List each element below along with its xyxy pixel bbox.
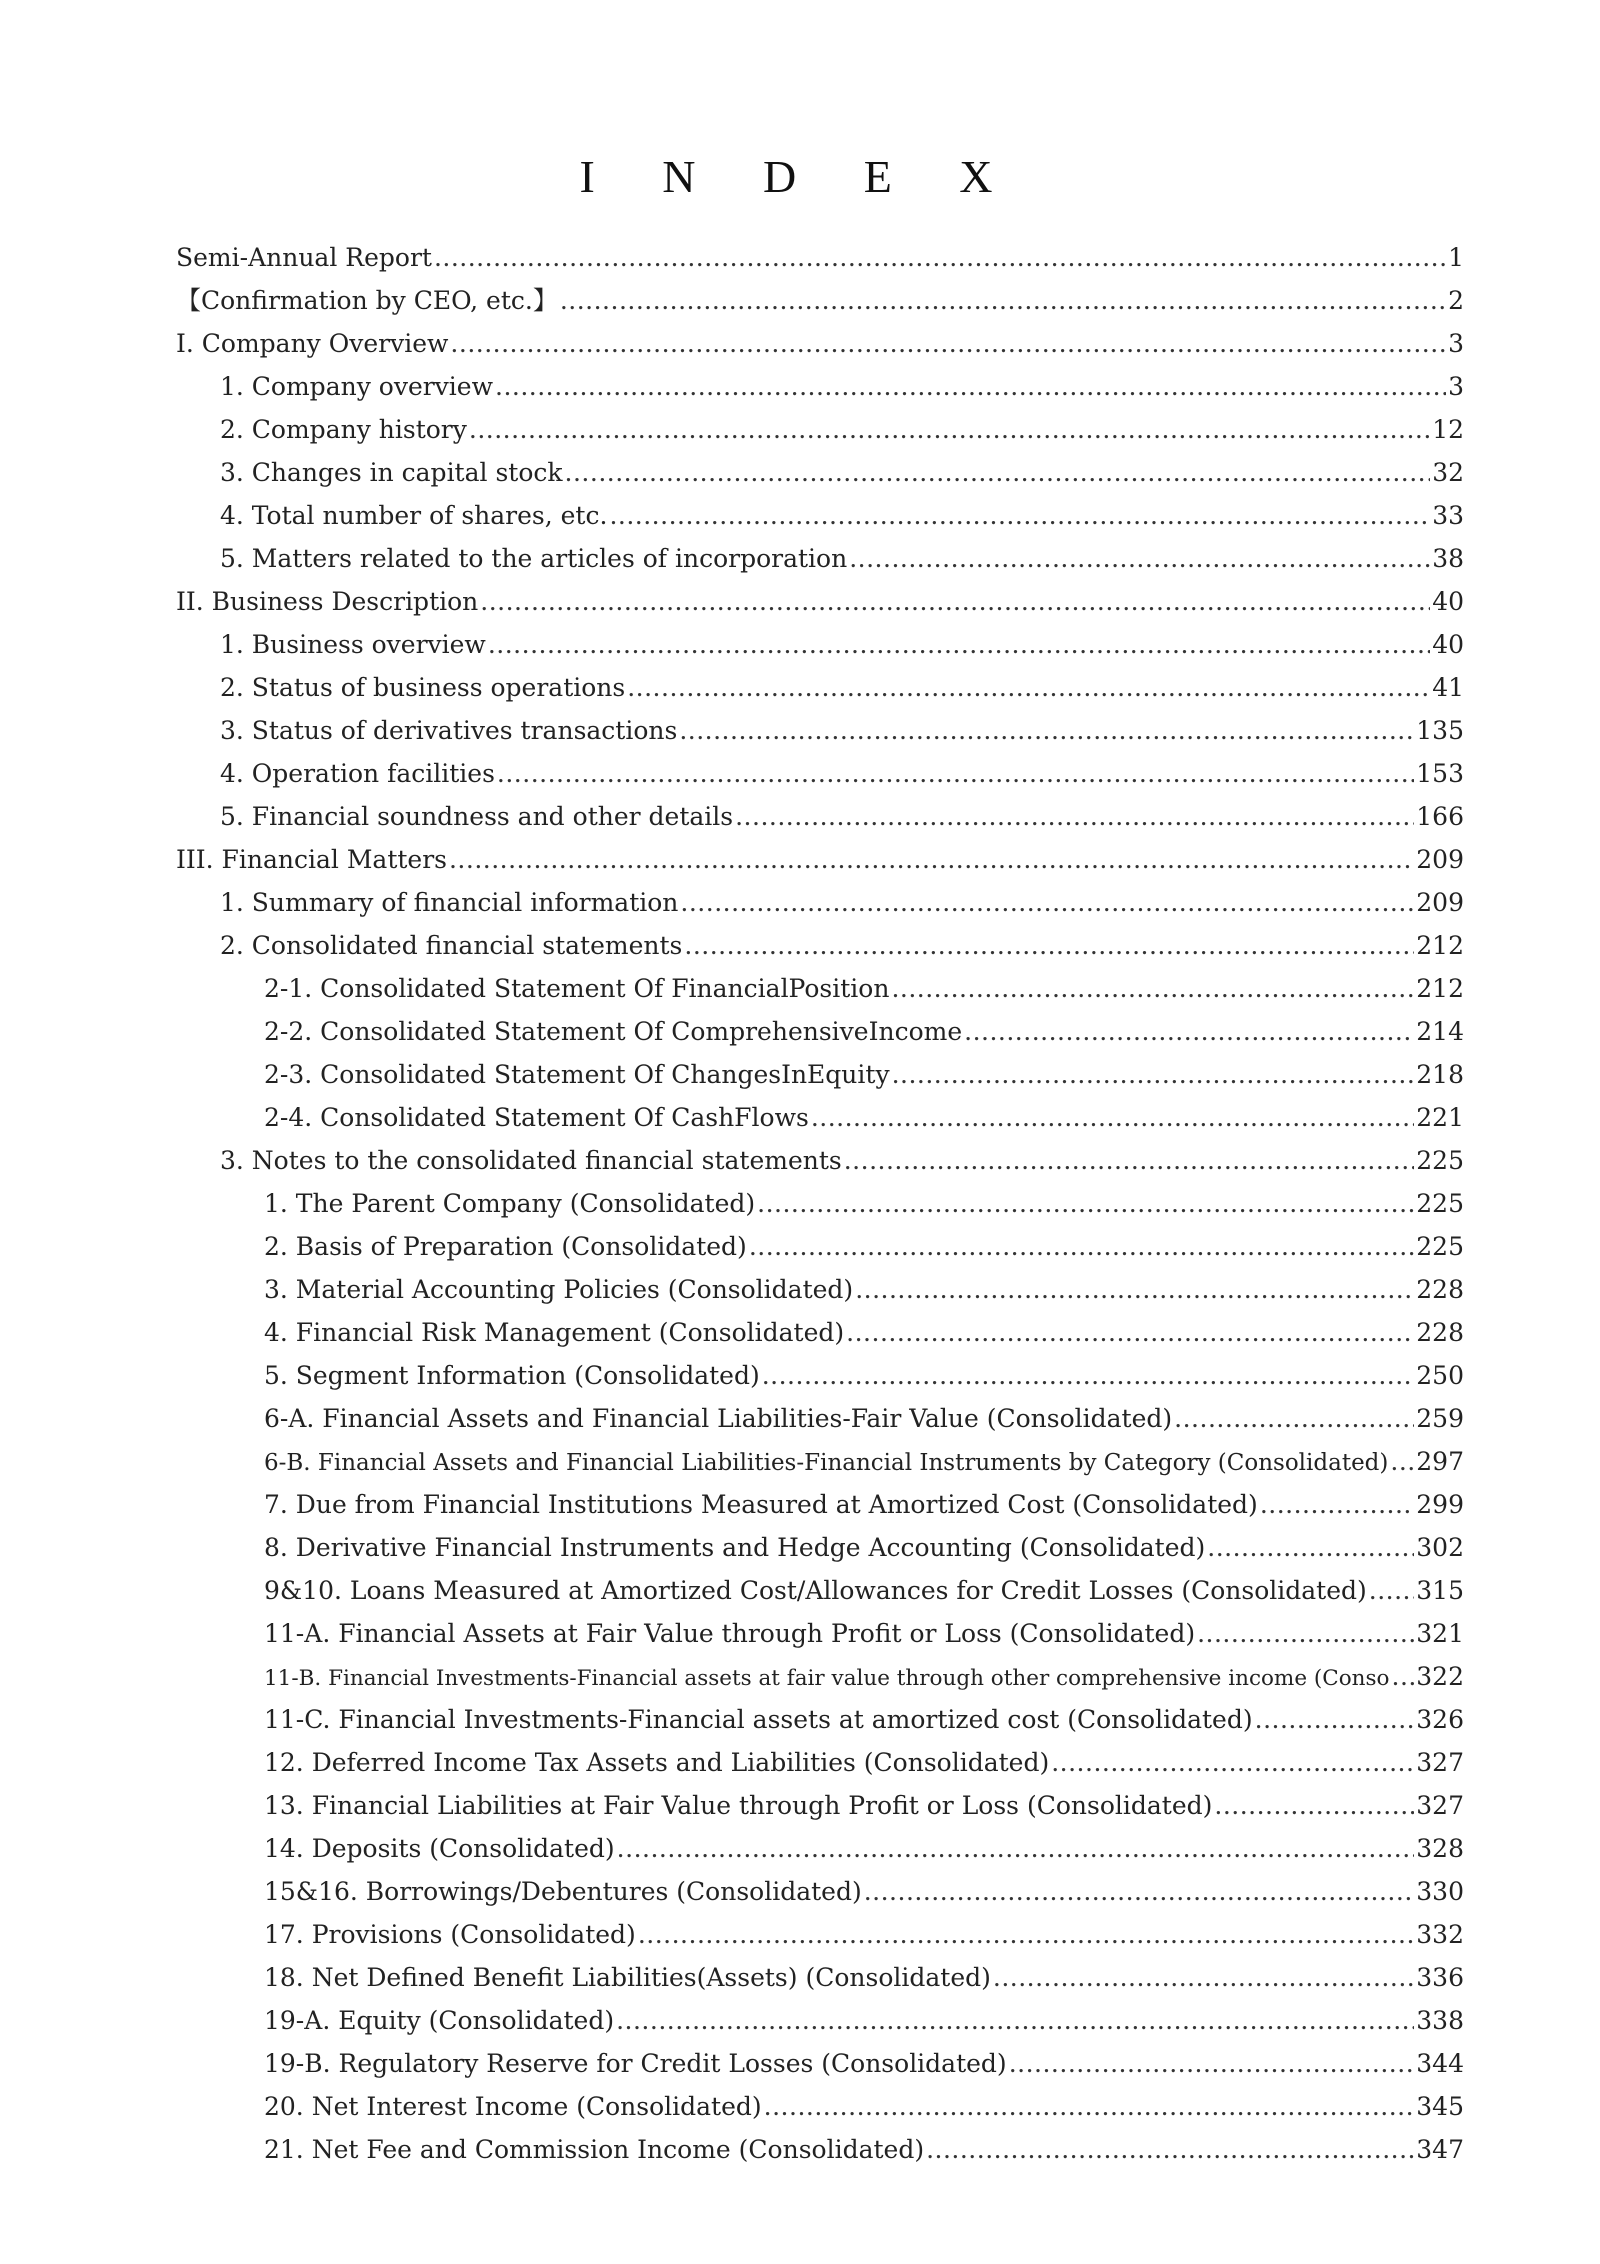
toc-entry-label: 3. Notes to the consolidated financial statements xyxy=(220,1146,842,1175)
toc-entry[interactable] xyxy=(176,537,1464,580)
toc-leader-dots xyxy=(762,1354,1415,1397)
toc-leader-dots xyxy=(616,1999,1414,2042)
toc-leader-dots xyxy=(993,1956,1414,1999)
toc-entry[interactable] xyxy=(176,795,1464,838)
toc-leader-dots xyxy=(609,494,1430,537)
toc-entry-page: 338 xyxy=(1416,2006,1464,2035)
toc-entry[interactable] xyxy=(176,1225,1464,1268)
toc-entry-label: 1. Business overview xyxy=(220,630,486,659)
toc-leader-dots xyxy=(679,709,1414,752)
toc-entry[interactable] xyxy=(176,1569,1464,1612)
toc-entry-page: 40 xyxy=(1432,630,1464,659)
toc-entry-page: 345 xyxy=(1416,2092,1464,2121)
toc-leader-dots xyxy=(449,838,1414,881)
toc-entry-page: 212 xyxy=(1416,931,1464,960)
toc-entry[interactable] xyxy=(176,1913,1464,1956)
toc-entry-page: 297 xyxy=(1416,1447,1464,1476)
toc-entry-label: 5. Segment Information (Consolidated) xyxy=(264,1361,760,1390)
toc-entry-page: 214 xyxy=(1416,1017,1464,1046)
toc-entry-label: 13. Financial Liabilities at Fair Value through Profit or Loss (Consolidated) xyxy=(264,1791,1213,1820)
toc-entry-label: 2-4. Consolidated Statement Of CashFlows xyxy=(264,1103,809,1132)
toc-entry-page: 228 xyxy=(1416,1318,1464,1347)
toc-entry-page: 212 xyxy=(1416,974,1464,1003)
toc-leader-dots xyxy=(1207,1526,1414,1569)
toc-entry-label: 8. Derivative Financial Instruments and Hedge Accounting (Consolidated) xyxy=(264,1533,1206,1562)
toc-entry[interactable] xyxy=(176,1182,1464,1225)
toc-entry-page: 299 xyxy=(1416,1490,1464,1519)
toc-entry[interactable] xyxy=(176,1311,1464,1354)
toc-entry[interactable] xyxy=(176,408,1464,451)
toc-entry[interactable] xyxy=(176,924,1464,967)
toc-entry-page: 322 xyxy=(1416,1662,1464,1691)
toc-entry-label: 6-A. Financial Assets and Financial Liabilities-Fair Value (Consolidated) xyxy=(264,1404,1173,1433)
toc-entry-page: 344 xyxy=(1416,2049,1464,2078)
toc-entry-page: 228 xyxy=(1416,1275,1464,1304)
toc-entry-page: 302 xyxy=(1416,1533,1464,1562)
toc-entry-label: 21. Net Fee and Commission Income (Consolidated) xyxy=(264,2135,925,2164)
toc-entry-label: 18. Net Defined Benefit Liabilities(Assets) (Consolidated) xyxy=(264,1963,991,1992)
toc-entry-label: 11-C. Financial Investments-Financial assets at amortized cost (Consolidated) xyxy=(264,1705,1253,1734)
toc-entry-label: III. Financial Matters xyxy=(176,845,447,874)
toc-entry-page: 218 xyxy=(1416,1060,1464,1089)
toc-entry[interactable] xyxy=(176,1397,1464,1440)
toc-entry[interactable] xyxy=(176,451,1464,494)
toc-entry-page: 250 xyxy=(1416,1361,1464,1390)
toc-entry[interactable] xyxy=(176,1870,1464,1913)
toc-entry[interactable] xyxy=(176,1784,1464,1827)
toc-entry-label: 1. Company overview xyxy=(220,372,493,401)
toc-entry-page: 3 xyxy=(1448,372,1464,401)
toc-leader-dots xyxy=(450,322,1446,365)
toc-leader-dots xyxy=(811,1096,1414,1139)
toc-entry[interactable] xyxy=(176,1010,1464,1053)
toc-leader-dots xyxy=(684,924,1414,967)
toc-entry-page: 326 xyxy=(1416,1705,1464,1734)
toc-entry[interactable] xyxy=(176,838,1464,881)
toc-entry-label: 15&16. Borrowings/Debentures (Consolidated) xyxy=(264,1877,862,1906)
table-of-contents xyxy=(176,236,1464,2171)
toc-entry-label: 19-A. Equity (Consolidated) xyxy=(264,2006,615,2035)
toc-entry[interactable] xyxy=(176,580,1464,623)
toc-entry-label: 2. Consolidated financial statements xyxy=(220,931,683,960)
toc-leader-dots xyxy=(488,623,1430,666)
toc-entry-page: 225 xyxy=(1416,1189,1464,1218)
toc-entry[interactable] xyxy=(176,494,1464,537)
toc-entry-label: 2. Company history xyxy=(220,415,467,444)
toc-entry-label: 2. Basis of Preparation (Consolidated) xyxy=(264,1232,747,1261)
toc-entry-label: 2-2. Consolidated Statement Of ComprehensiveIncome xyxy=(264,1017,963,1046)
toc-entry-label: 11-B. Financial Investments-Financial assets at fair value through other comprehensive income (Conso xyxy=(264,1666,1390,1691)
toc-leader-dots xyxy=(1214,1784,1414,1827)
toc-entry-page: 166 xyxy=(1416,802,1464,831)
toc-entry[interactable] xyxy=(176,365,1464,408)
toc-entry[interactable] xyxy=(176,2085,1464,2128)
toc-entry-label: 12. Deferred Income Tax Assets and Liabilities (Consolidated) xyxy=(264,1748,1050,1777)
toc-leader-dots xyxy=(757,1182,1414,1225)
toc-entry-label: 2-3. Consolidated Statement Of ChangesInEquity xyxy=(264,1060,890,1089)
toc-entry-page: 3 xyxy=(1448,329,1464,358)
toc-entry-page: 221 xyxy=(1416,1103,1464,1132)
toc-entry-label: 4. Financial Risk Management (Consolidated) xyxy=(264,1318,845,1347)
toc-entry-page: 336 xyxy=(1416,1963,1464,1992)
toc-leader-dots xyxy=(1174,1397,1414,1440)
toc-entry-label: II. Business Description xyxy=(176,587,479,616)
toc-entry-page: 1 xyxy=(1448,243,1464,272)
toc-entry[interactable] xyxy=(176,666,1464,709)
toc-entry[interactable] xyxy=(176,1999,1464,2042)
toc-entry-label: I. Company Overview xyxy=(176,329,449,358)
toc-entry-page: 12 xyxy=(1432,415,1464,444)
toc-leader-dots xyxy=(1051,1741,1414,1784)
toc-entry-page: 225 xyxy=(1416,1146,1464,1175)
toc-entry-label: Semi-Annual Report xyxy=(176,243,432,272)
toc-leader-dots xyxy=(565,451,1431,494)
toc-leader-dots xyxy=(891,967,1414,1010)
toc-entry[interactable] xyxy=(176,1526,1464,1569)
toc-entry-label: 1. Summary of financial information xyxy=(220,888,679,917)
toc-entry-label: 20. Net Interest Income (Consolidated) xyxy=(264,2092,762,2121)
toc-leader-dots xyxy=(764,2085,1415,2128)
toc-entry[interactable] xyxy=(176,967,1464,1010)
toc-entry[interactable] xyxy=(176,2042,1464,2085)
toc-entry-page: 40 xyxy=(1432,587,1464,616)
toc-leader-dots xyxy=(1390,1440,1414,1483)
toc-entry-label: 2. Status of business operations xyxy=(220,673,626,702)
toc-entry-label: 4. Total number of shares, etc. xyxy=(220,501,608,530)
toc-entry-page: 321 xyxy=(1416,1619,1464,1648)
toc-leader-dots xyxy=(1392,1655,1415,1698)
toc-entry-page: 41 xyxy=(1432,673,1464,702)
toc-entry-label: 19-B. Regulatory Reserve for Credit Losses (Consolidated) xyxy=(264,2049,1007,2078)
toc-leader-dots xyxy=(855,1268,1414,1311)
toc-entry-label: 1. The Parent Company (Consolidated) xyxy=(264,1189,756,1218)
toc-leader-dots xyxy=(864,1870,1415,1913)
toc-entry-label: 【Confirmation by CEO, etc.】 xyxy=(176,286,558,315)
toc-entry[interactable] xyxy=(176,1741,1464,1784)
toc-leader-dots xyxy=(1009,2042,1415,2085)
toc-leader-dots xyxy=(638,1913,1414,1956)
index-title: I N D E X xyxy=(579,151,1021,202)
toc-entry[interactable] xyxy=(176,322,1464,365)
toc-leader-dots xyxy=(926,2128,1414,2171)
toc-entry[interactable] xyxy=(176,1354,1464,1397)
toc-leader-dots xyxy=(844,1139,1415,1182)
toc-leader-dots xyxy=(480,580,1430,623)
toc-leader-dots xyxy=(680,881,1414,924)
toc-entry-page: 209 xyxy=(1416,888,1464,917)
toc-entry-page: 347 xyxy=(1416,2135,1464,2164)
toc-entry-label: 4. Operation facilities xyxy=(220,759,495,788)
toc-entry-label: 17. Provisions (Consolidated) xyxy=(264,1920,636,1949)
toc-entry-label: 5. Financial soundness and other details xyxy=(220,802,734,831)
toc-leader-dots xyxy=(1255,1698,1415,1741)
toc-entry-label: 11-A. Financial Assets at Fair Value through Profit or Loss (Consolidated) xyxy=(264,1619,1196,1648)
toc-leader-dots xyxy=(495,365,1446,408)
toc-leader-dots xyxy=(434,236,1446,279)
toc-entry-label: 2-1. Consolidated Statement Of FinancialPosition xyxy=(264,974,890,1003)
toc-entry-page: 135 xyxy=(1416,716,1464,745)
toc-entry-page: 330 xyxy=(1416,1877,1464,1906)
toc-entry[interactable] xyxy=(176,279,1464,322)
toc-leader-dots xyxy=(497,752,1414,795)
toc-leader-dots xyxy=(749,1225,1414,1268)
toc-leader-dots xyxy=(735,795,1414,838)
toc-leader-dots xyxy=(1197,1612,1414,1655)
toc-entry-page: 32 xyxy=(1432,458,1464,487)
toc-entry-label: 5. Matters related to the articles of incorporation xyxy=(220,544,848,573)
toc-leader-dots xyxy=(892,1053,1415,1096)
toc-leader-dots xyxy=(846,1311,1414,1354)
toc-entry[interactable] xyxy=(176,881,1464,924)
toc-leader-dots xyxy=(849,537,1430,580)
toc-entry-label: 14. Deposits (Consolidated) xyxy=(264,1834,615,1863)
toc-entry-label: 9&10. Loans Measured at Amortized Cost/Allowances for Credit Losses (Consolidated) xyxy=(264,1576,1367,1605)
toc-entry-label: 3. Material Accounting Policies (Consolidated) xyxy=(264,1275,854,1304)
toc-entry[interactable] xyxy=(176,1096,1464,1139)
toc-entry-page: 315 xyxy=(1416,1576,1464,1605)
toc-leader-dots xyxy=(964,1010,1414,1053)
toc-entry[interactable] xyxy=(176,709,1464,752)
toc-entry-label: 3. Status of derivatives transactions xyxy=(220,716,678,745)
toc-entry[interactable] xyxy=(176,752,1464,795)
toc-leader-dots xyxy=(1369,1569,1415,1612)
toc-entry-page: 225 xyxy=(1416,1232,1464,1261)
toc-entry[interactable] xyxy=(176,1655,1464,1698)
toc-leader-dots xyxy=(627,666,1430,709)
toc-entry-page: 38 xyxy=(1432,544,1464,573)
toc-entry[interactable] xyxy=(176,236,1464,279)
toc-entry-page: 33 xyxy=(1432,501,1464,530)
toc-entry-page: 327 xyxy=(1416,1748,1464,1777)
toc-entry[interactable] xyxy=(176,1612,1464,1655)
toc-entry-page: 153 xyxy=(1416,759,1464,788)
toc-entry[interactable] xyxy=(176,1268,1464,1311)
toc-entry[interactable] xyxy=(176,1698,1464,1741)
toc-entry-page: 2 xyxy=(1448,286,1464,315)
toc-entry-page: 327 xyxy=(1416,1791,1464,1820)
toc-entry-page: 209 xyxy=(1416,845,1464,874)
toc-entry[interactable] xyxy=(176,1440,1464,1483)
toc-entry[interactable] xyxy=(176,2128,1464,2171)
toc-entry[interactable] xyxy=(176,1956,1464,1999)
toc-leader-dots xyxy=(1260,1483,1414,1526)
toc-entry[interactable] xyxy=(176,623,1464,666)
toc-entry[interactable] xyxy=(176,1053,1464,1096)
toc-leader-dots xyxy=(469,408,1430,451)
toc-entry[interactable] xyxy=(176,1827,1464,1870)
toc-entry[interactable] xyxy=(176,1139,1464,1182)
toc-leader-dots xyxy=(560,279,1446,322)
toc-entry-page: 332 xyxy=(1416,1920,1464,1949)
toc-entry-page: 259 xyxy=(1416,1404,1464,1433)
toc-entry-page: 328 xyxy=(1416,1834,1464,1863)
toc-entry[interactable] xyxy=(176,1483,1464,1526)
toc-entry-label: 3. Changes in capital stock xyxy=(220,458,563,487)
toc-leader-dots xyxy=(617,1827,1415,1870)
toc-entry-label: 7. Due from Financial Institutions Measured at Amortized Cost (Consolidated) xyxy=(264,1490,1258,1519)
toc-entry-label: 6-B. Financial Assets and Financial Liabilities-Financial Instruments by Category (Consolidated) xyxy=(264,1450,1389,1476)
